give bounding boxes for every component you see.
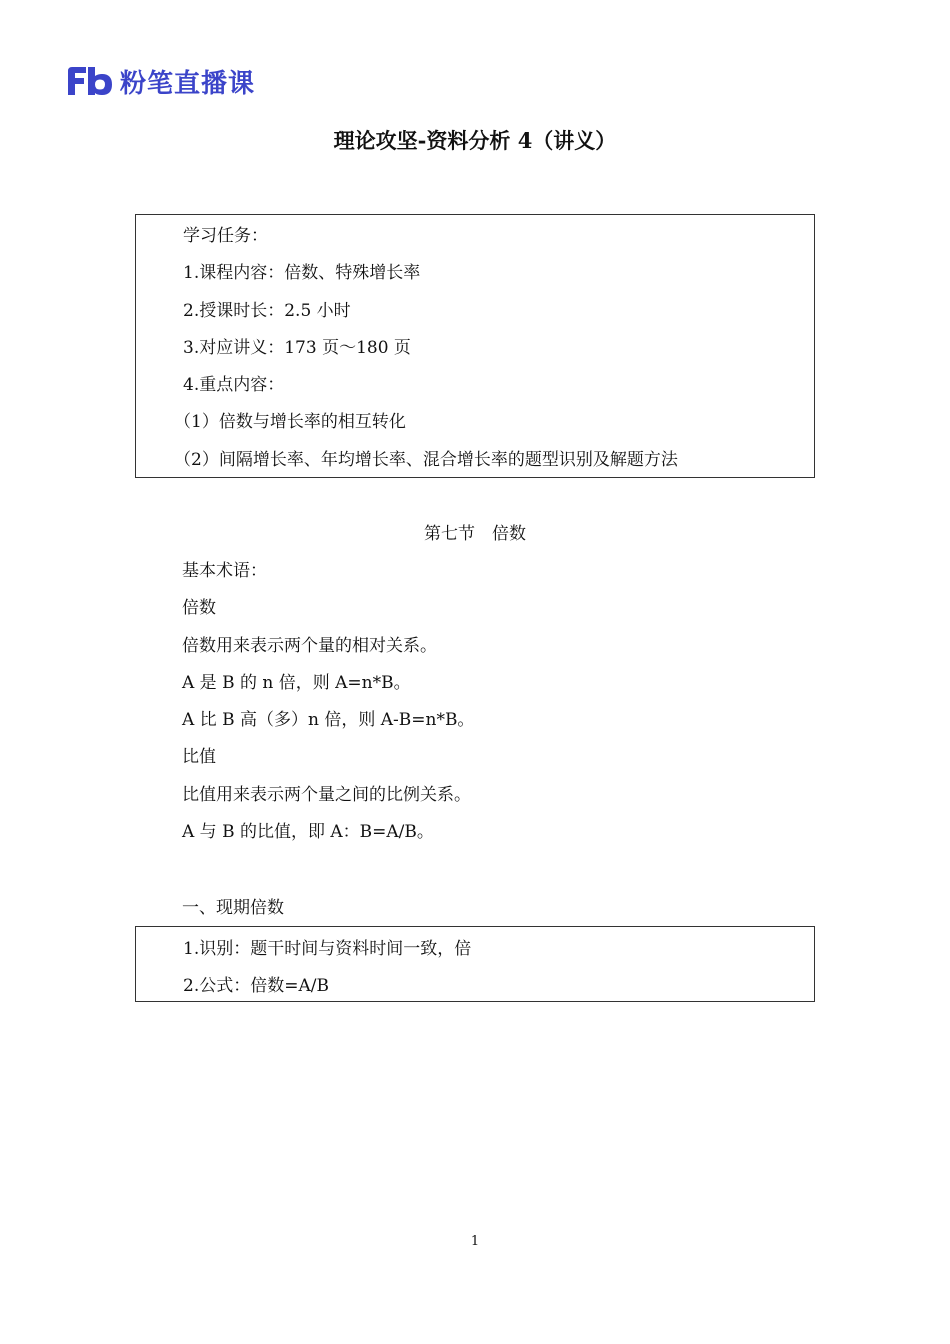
term-text: A 比 B 高（多）n 倍，则 A-B=n*B。 <box>182 710 475 731</box>
term-text: A 是 B 的 n 倍，则 A=n*B。 <box>182 672 411 693</box>
brand-logo <box>66 62 255 100</box>
task-item: 3.对应讲义：173 页～180 页 <box>183 337 411 358</box>
task-item: 2.授课时长：2.5 小时 <box>183 300 351 321</box>
term-text: A 与 B 的比值，即 A：B=A/B。 <box>182 822 434 843</box>
study-task-box <box>135 214 815 478</box>
task-subitem: （2）间隔增长率、年均增长率、混合增长率的题型识别及解题方法 <box>174 449 678 470</box>
formula-box <box>135 926 815 1002</box>
term-name: 比值 <box>182 747 216 768</box>
section-title: 第七节 倍数 <box>424 524 526 544</box>
task-subitem: （1）倍数与增长率的相互转化 <box>174 412 406 433</box>
basic-terms <box>182 553 474 851</box>
task-item: 1.课程内容：倍数、特殊增长率 <box>183 263 421 284</box>
task-item: 4.重点内容： <box>183 375 285 396</box>
formula-item: 1.识别：题干时间与资料时间一致，倍 <box>183 939 472 959</box>
page-number: 1 <box>470 1234 480 1249</box>
fb-logo-icon <box>66 65 114 97</box>
formula-item: 2.公式：倍数=A/B <box>183 976 329 997</box>
subsection-heading: 一、现期倍数 <box>182 898 284 918</box>
task-heading: 学习任务： <box>183 226 268 246</box>
term-name: 倍数 <box>182 598 216 619</box>
term-text: 倍数用来表示两个量的相对关系。 <box>182 635 437 656</box>
document-title: 理论攻坚-资料分析 4（讲义） <box>333 128 617 153</box>
terms-heading: 基本术语： <box>182 561 267 581</box>
term-text: 比值用来表示两个量之间的比例关系。 <box>182 784 471 805</box>
brand-name: 粉笔直播课 <box>120 68 256 99</box>
